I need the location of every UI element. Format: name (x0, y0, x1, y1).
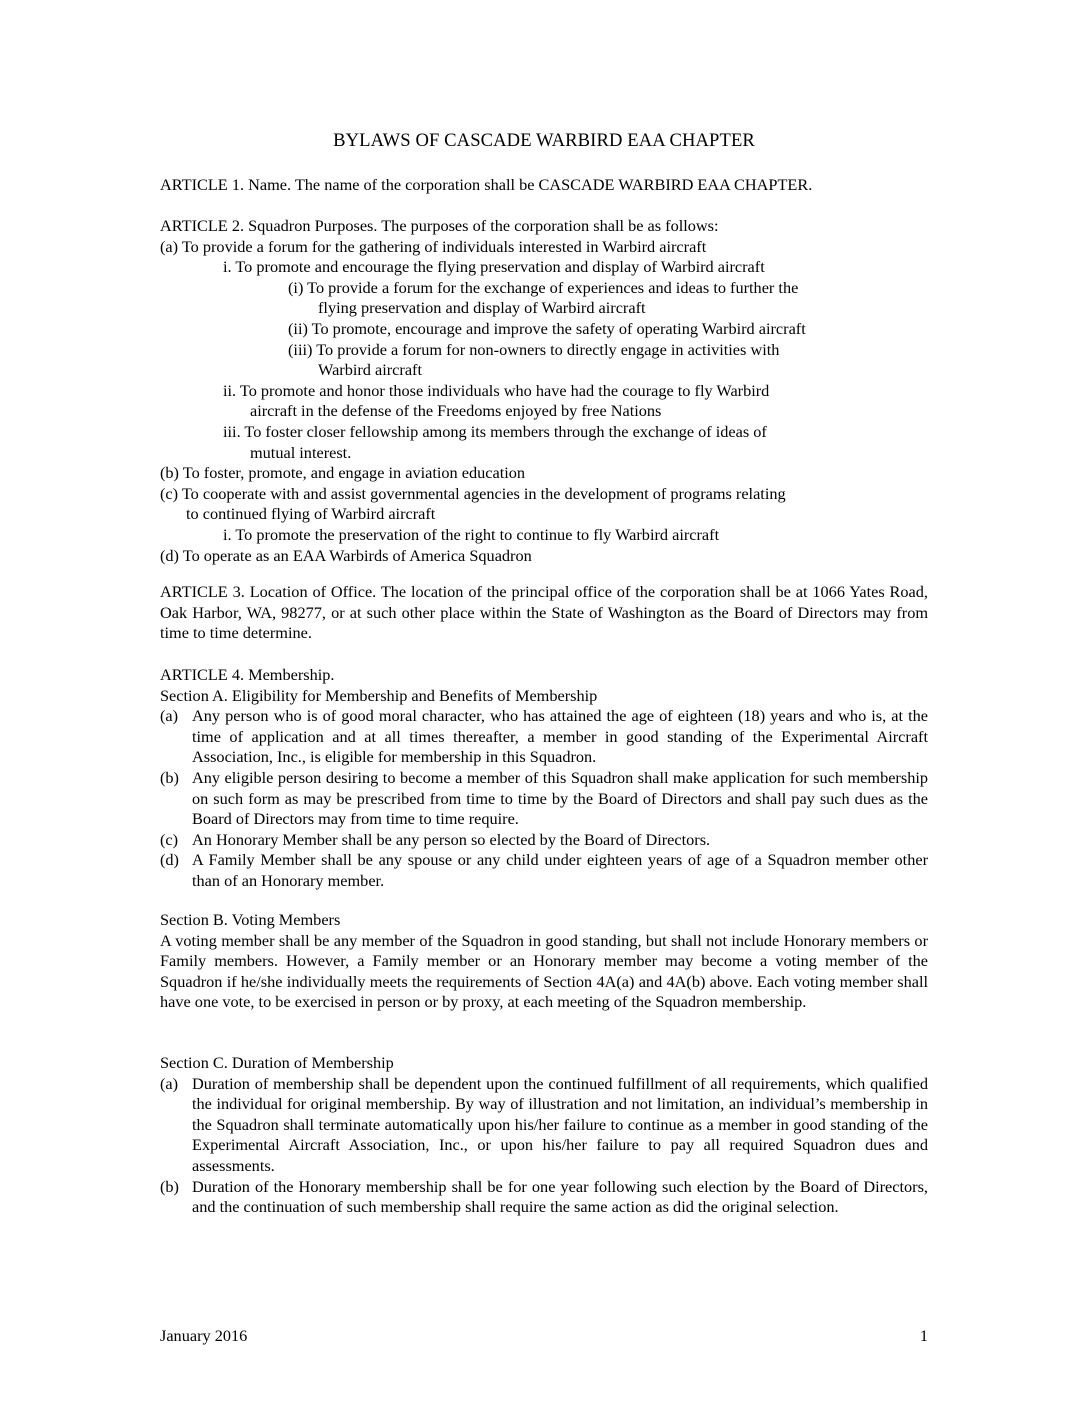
article-2-item-d: (d) To operate as an EAA Warbirds of America Squadron (160, 545, 532, 565)
article-2-item-a-i-3-cont: Warbird aircraft (318, 360, 422, 380)
section-a-item-label: (a) (160, 706, 179, 726)
article-1: ARTICLE 1. Name. The name of the corporation shall be CASCADE WARBIRD EAA CHAPTER. (160, 175, 813, 194)
section-a-item (160, 850, 928, 891)
section-c-item-text: Duration of membership shall be dependent upon the continued fulfillment of all requirements, which qualified the individual for original membership. By way of illustration and not limitation, an individual’s membership in the Squadron shall terminate automatically upon his/her failure to continue as a member in good standing of the Experimental Aircraft Association, Inc., or upon his/her failure to pay all required Squadron dues and assessments. (192, 1073, 928, 1175)
article-2-item-c-i: i. To promote the preservation of the right to continue to fly Warbird aircraft (223, 524, 720, 544)
article-2-item-a-i-3: (iii) To provide a forum for non-owners to directly engage in activities with (288, 339, 780, 359)
section-a-item-text: Any person who is of good moral character, who has attained the age of eighteen (18) years and who is, at the time of application and at all times thereafter, a member in good standing of the Experimental Aircraft Association, Inc., is eligible for membership in this Squadron. (192, 706, 928, 767)
section-a-item (160, 768, 928, 830)
article-2-item-a-i-2: (ii) To promote, encourage and improve the safety of operating Warbird aircraft (288, 318, 806, 338)
section-a-item (160, 706, 928, 768)
section-a-heading: Section A. Eligibility for Membership and Benefits of Membership (160, 685, 598, 705)
article-4 (160, 665, 928, 892)
section-b (160, 910, 928, 1013)
article-2 (160, 216, 928, 566)
article-2-heading: ARTICLE 2. Squadron Purposes. The purposes of the corporation shall be as follows: (160, 216, 719, 235)
article-2-item-a-i-1-cont: flying preservation and display of Warbird aircraft (318, 298, 646, 318)
section-a-item-text: An Honorary Member shall be any person so elected by the Board of Directors. (192, 829, 711, 849)
section-c-item-label: (a) (160, 1073, 179, 1093)
section-a-item (160, 830, 928, 851)
section-c (160, 1053, 928, 1218)
section-a-item-label: (d) (160, 850, 179, 870)
article-4-heading: ARTICLE 4. Membership. (160, 665, 335, 684)
article-2-item-a-ii-cont: aircraft in the defense of the Freedoms enjoyed by free Nations (250, 401, 662, 421)
article-2-item-a-i-1: (i) To provide a forum for the exchange of experiences and ideas to further the (288, 277, 799, 297)
section-a-item-text: Any eligible person desiring to become a member of this Squadron shall make application for such membership on such form as may be prescribed from time to time by the Board of Directors and shall pay such dues as the Board of Directors may from time to time require. (192, 767, 928, 829)
article-2-item-a-i: i. To promote and encourage the flying preservation and display of Warbird aircraft (223, 257, 765, 277)
page-number: 1 (919, 1326, 928, 1345)
article-2-item-a-iii-cont: mutual interest. (250, 442, 352, 462)
section-c-heading: Section C. Duration of Membership (160, 1053, 394, 1072)
article-2-item-c-cont: to continued flying of Warbird aircraft (186, 504, 436, 524)
footer-date: January 2016 (160, 1326, 248, 1345)
article-2-item-a-iii: iii. To foster closer fellowship among its members through the exchange of ideas of (223, 421, 767, 441)
article-2-item-c: (c) To cooperate with and assist governmental agencies in the development of programs relating (160, 483, 786, 503)
section-b-text: A voting member shall be any member of the Squadron in good standing, but shall not include Honorary members or Family members. However, a Family member or an Honorary member may become a voting member of the Squadron if he/she individually meets the requirements of Section 4A(a) and 4A(b) above. Each voting member shall have one vote, to be exercised in person or by proxy, at each meeting of the Squadron membership. (160, 930, 928, 1012)
article-2-item-b: (b) To foster, promote, and engage in aviation education (160, 463, 526, 483)
section-b-heading: Section B. Voting Members (160, 910, 341, 929)
section-a-item-text: A Family Member shall be any spouse or any child under eighteen years of age of a Squadron member other than of an Honorary member. (192, 850, 928, 890)
section-c-item (160, 1177, 928, 1218)
article-2-item-a-ii: ii. To promote and honor those individuals who have had the courage to fly Warbird (223, 380, 770, 400)
article-2-item-a: (a) To provide a forum for the gathering of individuals interested in Warbird aircraft (160, 236, 707, 256)
section-c-item (160, 1074, 928, 1177)
section-a-item-label: (b) (160, 767, 179, 787)
section-c-item-text: Duration of the Honorary membership shall be for one year following such election by the Board of Directors, and the continuation of such membership shall require the same action as did the original selection. (192, 1176, 928, 1217)
section-c-item-label: (b) (160, 1176, 179, 1196)
document-title: BYLAWS OF CASCADE WARBIRD EAA CHAPTER (333, 130, 755, 151)
article-3: ARTICLE 3. Location of Office. The location of the principal office of the corporation shall be at 1066 Yates Road, Oak Harbor, WA, 98277, or at such other place within the State of Washington as the Board of Directors may from time to time determine. (160, 582, 928, 643)
section-a-item-label: (c) (160, 829, 179, 849)
